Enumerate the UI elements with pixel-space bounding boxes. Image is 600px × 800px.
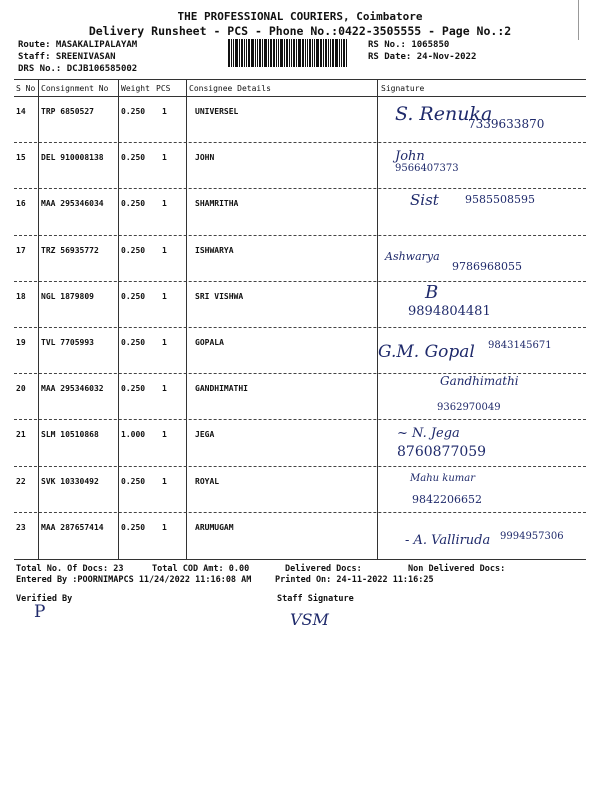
row-weight: 0.250 xyxy=(121,522,146,532)
barcode-bar xyxy=(323,39,324,67)
row-pcs: 1 xyxy=(162,384,167,394)
barcode-bar xyxy=(248,39,250,67)
barcode-bar xyxy=(278,39,279,67)
delivered-docs: Delivered Docs: xyxy=(285,564,362,574)
row-consignment-no: NGL 1879809 xyxy=(41,291,94,301)
barcode-bar xyxy=(257,39,258,67)
row-signature-phone: 7339633870 xyxy=(468,117,545,131)
row-pcs: 1 xyxy=(162,199,167,209)
total-cod-amount: Total COD Amt: 0.00 xyxy=(152,564,250,574)
row-signature-name: Gandhimathi xyxy=(440,374,519,389)
row-separator xyxy=(14,327,586,328)
row-weight: 0.250 xyxy=(121,199,146,209)
row-signature-name: S. Renuka xyxy=(395,103,493,125)
row-signature-phone: 9585508595 xyxy=(465,193,535,207)
verified-by-label: Verified By xyxy=(16,594,73,604)
row-separator xyxy=(14,188,586,189)
route-label: Route: MASAKALIPALAYAM xyxy=(18,40,138,50)
row-separator xyxy=(14,281,586,282)
barcode-bar xyxy=(296,39,297,67)
row-signature-name: Sist xyxy=(410,191,439,210)
staff-label: Staff: SREENIVASAN xyxy=(18,52,116,62)
barcode-bar xyxy=(307,39,308,67)
row-consignment-no: MAA 287657414 xyxy=(41,522,104,532)
barcode-bar xyxy=(270,39,272,67)
printed-on: Printed On: 24-11-2022 11:16:25 xyxy=(275,575,434,585)
row-weight: 0.250 xyxy=(121,245,146,255)
row-consignment-no: SLM 10510868 xyxy=(41,430,99,440)
barcode-bar xyxy=(239,39,240,67)
barcode-bar xyxy=(259,39,261,67)
barcode-graphic xyxy=(228,39,364,67)
row-sno: 20 xyxy=(16,384,26,394)
row-pcs: 1 xyxy=(162,430,167,440)
barcode-bar xyxy=(286,39,288,67)
row-signature-name: - A. Valliruda xyxy=(405,532,491,548)
barcode-bar xyxy=(235,39,238,67)
col-header-weight: Weight xyxy=(121,84,150,93)
barcode-bar xyxy=(268,39,269,67)
barcode-bar xyxy=(246,39,247,67)
barcode-bar xyxy=(262,39,263,67)
barcode-bar xyxy=(328,39,329,67)
row-signature-phone: 9842206652 xyxy=(412,492,482,506)
barcode-bar xyxy=(346,39,347,67)
row-signature-phone: 9843145671 xyxy=(488,340,552,351)
barcode-bar xyxy=(339,39,340,67)
barcode-bar xyxy=(273,39,275,67)
runsheet-subtitle: Delivery Runsheet - PCS - Phone No.:0422-3505555 - Page No.:2 xyxy=(88,24,512,38)
barcode-bar xyxy=(325,39,327,67)
row-signature-phone: 9894804481 xyxy=(408,303,491,319)
barcode-bar xyxy=(293,39,295,67)
column-divider xyxy=(377,79,378,559)
row-consignment-no: DEL 910008138 xyxy=(41,153,104,163)
row-signature-phone: 9786968055 xyxy=(452,259,522,273)
row-pcs: 1 xyxy=(162,107,167,116)
row-sno: 22 xyxy=(16,476,26,486)
row-sno: 16 xyxy=(16,199,26,209)
row-consignee: ISHWARYA xyxy=(195,245,234,255)
table-header-rule xyxy=(14,96,586,97)
col-header-sno: S No xyxy=(16,84,36,93)
table-top-rule xyxy=(14,79,586,80)
barcode-bar xyxy=(264,39,267,67)
barcode-bar xyxy=(231,39,232,67)
barcode-bar xyxy=(284,39,285,67)
table-bottom-rule xyxy=(14,559,586,560)
row-signature-name: ~ N. Jega xyxy=(397,426,460,442)
row-signature-phone: 8760877059 xyxy=(397,444,487,461)
row-weight: 0.250 xyxy=(121,338,146,347)
row-consignee: SRI VISHWA xyxy=(195,291,244,301)
barcode-bar xyxy=(289,39,290,67)
drs-number: DRS No.: DCJB106585002 xyxy=(18,64,138,74)
row-pcs: 1 xyxy=(162,522,167,532)
row-sno: 18 xyxy=(16,291,26,301)
verified-by-signature: P xyxy=(34,602,46,622)
row-separator xyxy=(14,512,586,513)
barcode-bar xyxy=(228,39,230,67)
barcode-bar xyxy=(320,39,322,67)
row-consignment-no: TRZ 56935772 xyxy=(41,245,99,255)
barcode-bar xyxy=(341,39,342,67)
barcode-bar xyxy=(332,39,334,67)
row-signature-phone: 9566407373 xyxy=(395,163,459,175)
row-consignee: GANDHIMATHI xyxy=(195,384,248,394)
row-sno: 23 xyxy=(16,522,26,532)
row-consignee: JOHN xyxy=(195,153,215,163)
barcode-bar xyxy=(335,39,338,67)
row-separator xyxy=(14,235,586,236)
barcode-bar xyxy=(330,39,331,67)
row-consignee: GOPALA xyxy=(195,338,224,347)
row-sno: 14 xyxy=(16,107,26,116)
row-weight: 0.250 xyxy=(121,153,146,163)
row-signature-name: John xyxy=(395,149,425,165)
barcode-bar xyxy=(276,39,277,67)
row-signature-name: B xyxy=(425,281,439,303)
barcode-bar xyxy=(305,39,306,67)
barcode-bar xyxy=(302,39,304,67)
barcode-bar xyxy=(309,39,311,67)
barcode-bar xyxy=(298,39,301,67)
entered-by: Entered By :POORNIMAPCS 11/24/2022 11:16:08 AM xyxy=(16,575,252,585)
row-consignee: ROYAL xyxy=(195,476,220,486)
row-consignment-no: SVK 10330492 xyxy=(41,476,99,486)
barcode-bar xyxy=(291,39,292,67)
row-weight: 0.250 xyxy=(121,476,146,486)
rs-number: RS No.: 1065850 xyxy=(368,40,450,50)
row-signature-phone: 9362970049 xyxy=(437,402,501,414)
barcode-bar xyxy=(233,39,234,67)
col-header-pcs: PCS xyxy=(156,84,171,93)
barcode-bar xyxy=(314,39,315,67)
total-docs: Total No. Of Docs: 23 xyxy=(16,564,124,574)
barcode-bar xyxy=(244,39,245,67)
row-pcs: 1 xyxy=(162,153,167,163)
barcode-bar xyxy=(343,39,345,67)
barcode-bar xyxy=(280,39,283,67)
staff-signature-label: Staff Signature xyxy=(277,594,354,604)
barcode-bar xyxy=(251,39,254,67)
row-consignee: JEGA xyxy=(195,430,215,440)
col-header-consignment: Consignment No xyxy=(41,84,109,93)
column-divider xyxy=(38,79,39,559)
row-weight: 1.000 xyxy=(121,430,146,440)
row-consignment-no: MAA 295346034 xyxy=(41,199,104,209)
barcode-bar xyxy=(241,39,243,67)
row-consignment-no: MAA 295346032 xyxy=(41,384,104,394)
row-pcs: 1 xyxy=(162,476,167,486)
barcode-bar xyxy=(312,39,313,67)
row-sno: 19 xyxy=(16,338,26,347)
row-consignment-no: TVL 7705993 xyxy=(41,338,94,347)
row-sno: 15 xyxy=(16,153,26,163)
row-signature-name: Ashwarya xyxy=(385,249,440,263)
row-consignee: ARUMUGAM xyxy=(195,522,234,532)
non-delivered-docs: Non Delivered Docs: xyxy=(408,564,506,574)
row-separator xyxy=(14,419,586,420)
row-sno: 17 xyxy=(16,245,26,255)
row-separator xyxy=(14,142,586,143)
row-weight: 0.250 xyxy=(121,107,146,116)
row-separator xyxy=(14,466,586,467)
row-signature-name: Mahu kumar xyxy=(410,472,475,484)
barcode-bar xyxy=(255,39,256,67)
col-header-consignee: Consignee Details xyxy=(189,84,271,93)
row-signature-name: G.M. Gopal xyxy=(378,342,475,362)
row-pcs: 1 xyxy=(162,291,167,301)
staff-signature-mark: VSM xyxy=(290,610,329,629)
row-pcs: 1 xyxy=(162,245,167,255)
row-weight: 0.250 xyxy=(121,291,146,301)
col-header-signature: Signature xyxy=(381,84,425,93)
column-divider xyxy=(186,79,187,559)
row-consignee: SHAMRITHA xyxy=(195,199,239,209)
row-pcs: 1 xyxy=(162,338,167,347)
column-divider xyxy=(118,79,119,559)
row-signature-phone: 9994957306 xyxy=(500,530,564,542)
rs-date: RS Date: 24-Nov-2022 xyxy=(368,52,477,62)
row-consignment-no: TRP 6850527 xyxy=(41,107,94,116)
row-consignee: UNIVERSEL xyxy=(195,107,239,116)
row-sno: 21 xyxy=(16,430,26,440)
row-weight: 0.250 xyxy=(121,384,146,394)
barcode-bar xyxy=(316,39,319,67)
company-title: THE PROFESSIONAL COURIERS, Coimbatore xyxy=(177,10,423,23)
